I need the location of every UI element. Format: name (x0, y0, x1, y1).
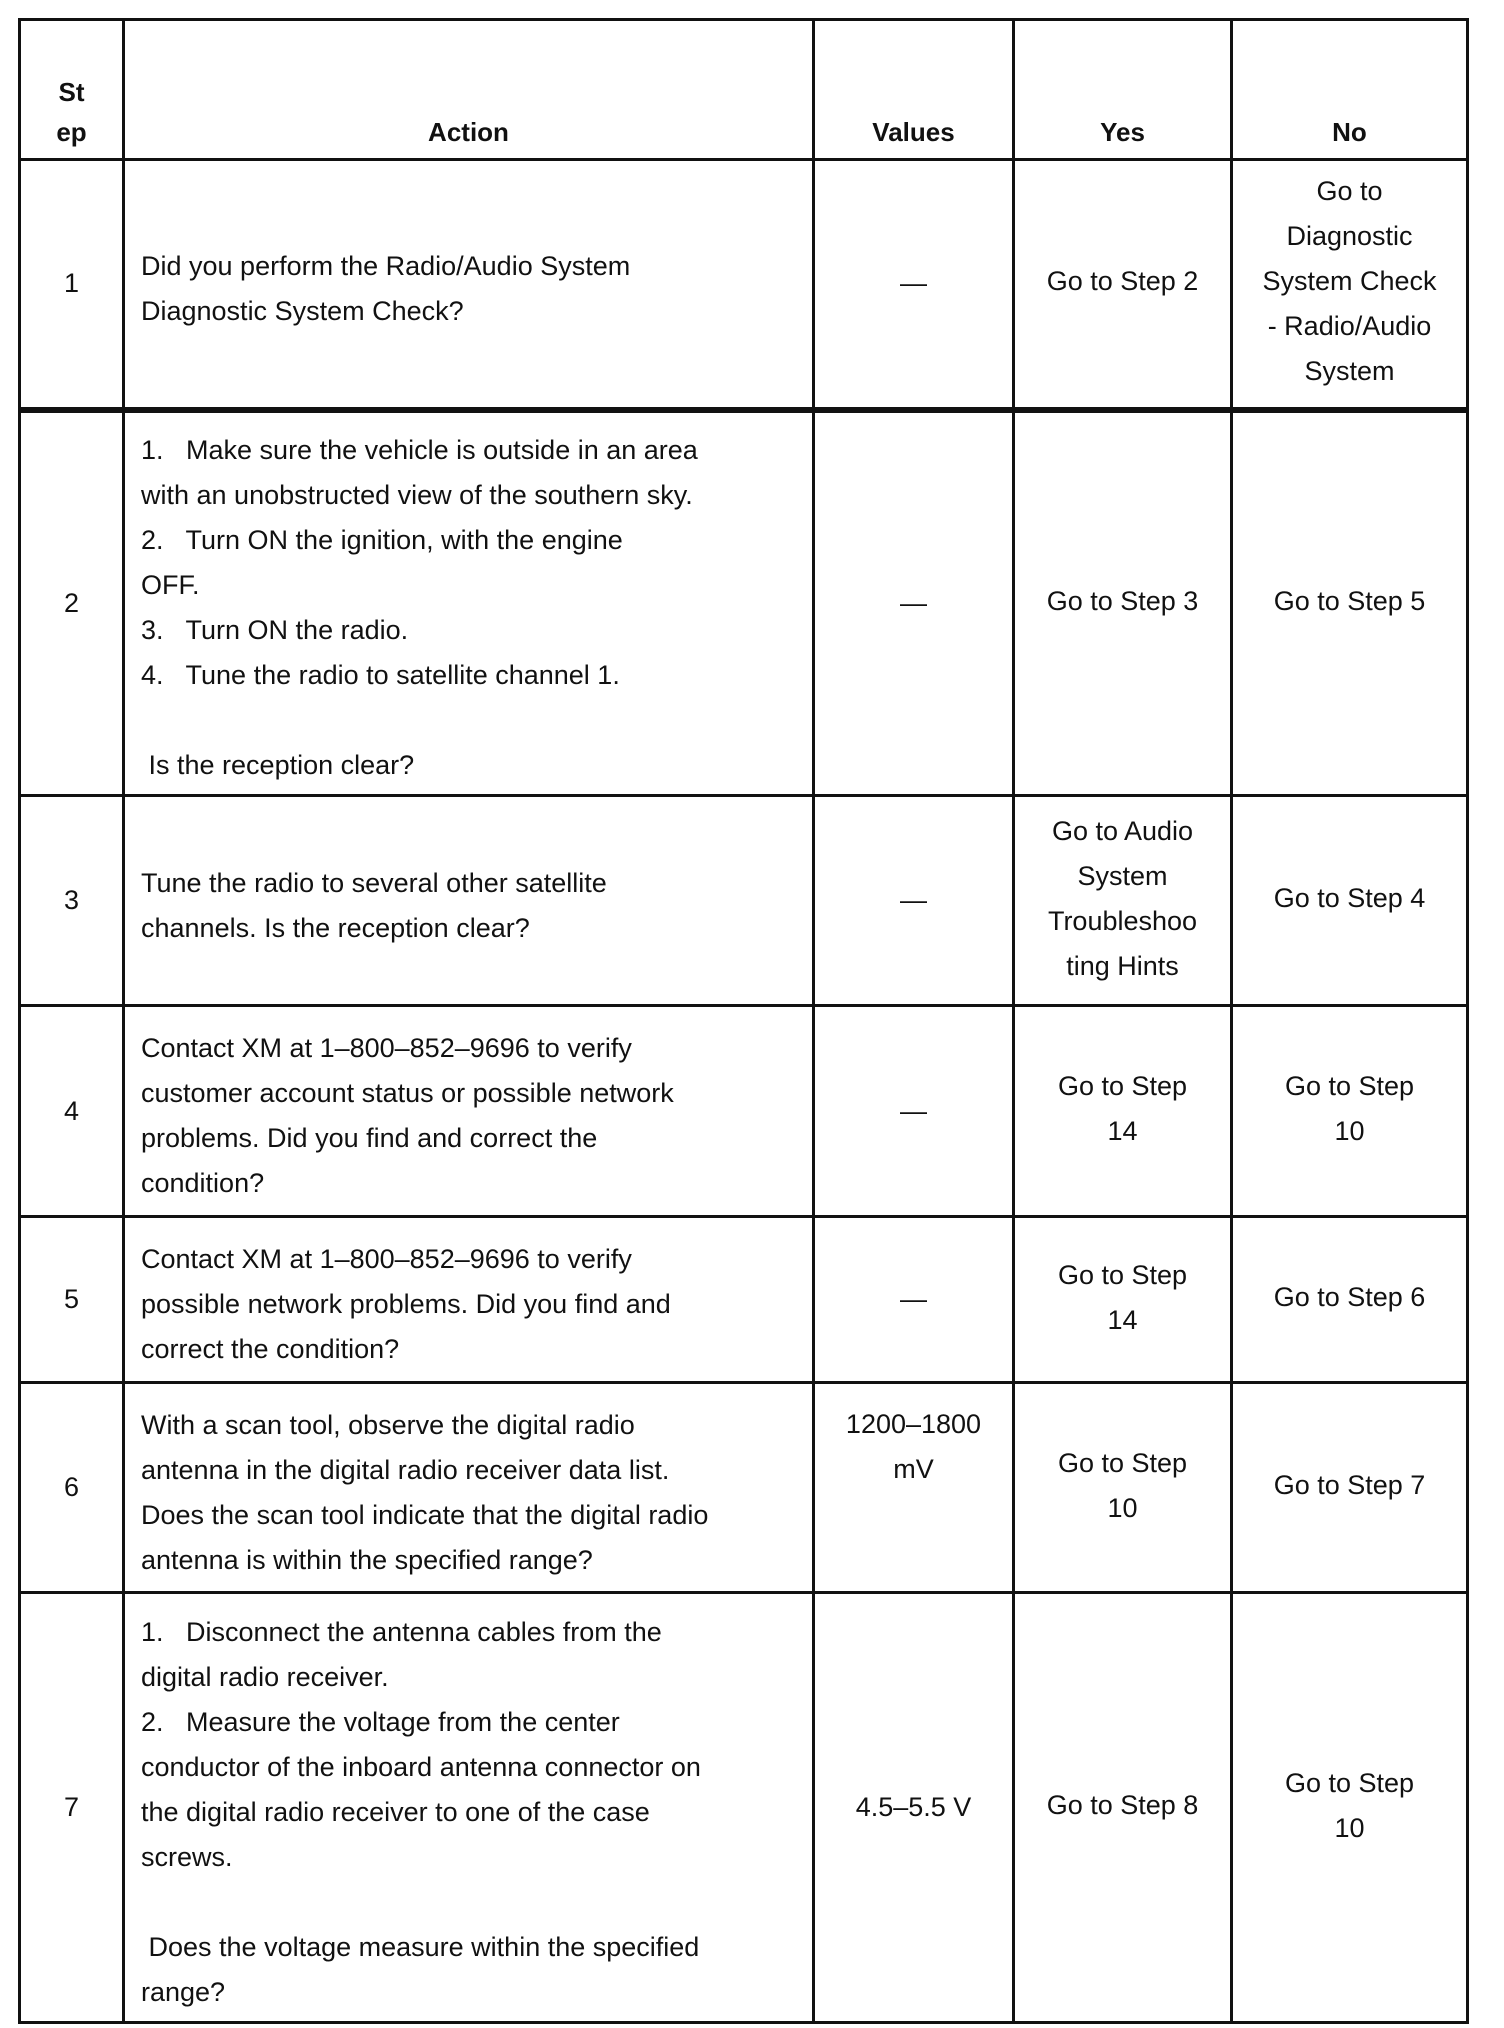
header-row (20, 20, 1468, 160)
table-row (20, 1217, 1468, 1383)
step-number: 6 (20, 1383, 124, 1593)
header-values: Values (814, 20, 1014, 160)
yes-cell: Go to Step 14 (1014, 1006, 1232, 1217)
step-number: 7 (20, 1593, 124, 2023)
action-cell: 1. Make sure the vehicle is outside in an area with an unobstructed view of the southern sky. 2. Turn ON the ignition, with the engine OFF. 3. Turn ON the radio. 4. Tune the radio to satellite channel 1. Is the reception clear? (124, 410, 814, 796)
values-cell: — (814, 796, 1014, 1006)
table-row (20, 796, 1468, 1006)
step-number: 2 (20, 410, 124, 796)
values-cell: — (814, 160, 1014, 410)
step-number: 5 (20, 1217, 124, 1383)
table-row (20, 1006, 1468, 1217)
yes-cell: Go to Step 3 (1014, 410, 1232, 796)
header-step: St ep (20, 20, 124, 160)
no-cell: Go to Step 10 (1232, 1006, 1468, 1217)
yes-cell: Go to Step 2 (1014, 160, 1232, 410)
step-number: 3 (20, 796, 124, 1006)
yes-cell: Go to Step 14 (1014, 1217, 1232, 1383)
no-cell: Go to Diagnostic System Check - Radio/Audio System (1232, 160, 1468, 410)
yes-cell: Go to Audio System Troubleshoo ting Hints (1014, 796, 1232, 1006)
step-number: 1 (20, 160, 124, 410)
no-cell: Go to Step 4 (1232, 796, 1468, 1006)
table-row (20, 1593, 1468, 2023)
diagnostic-table (18, 18, 1469, 2024)
values-cell: — (814, 1006, 1014, 1217)
action-cell: Contact XM at 1–800–852–9696 to verify possible network problems. Did you find and correct the condition? (124, 1217, 814, 1383)
header-no: No (1232, 20, 1468, 160)
action-cell: 1. Disconnect the antenna cables from the digital radio receiver. 2. Measure the voltage from the center conductor of the inboard antenna connector on the digital radio receiver to one of the case screws. Does the voltage measure within the specified range? (124, 1593, 814, 2023)
table-row (20, 160, 1468, 410)
header-yes: Yes (1014, 20, 1232, 160)
values-cell: 1200–1800 mV (814, 1383, 1014, 1593)
no-cell: Go to Step 7 (1232, 1383, 1468, 1593)
yes-cell: Go to Step 10 (1014, 1383, 1232, 1593)
yes-cell: Go to Step 8 (1014, 1593, 1232, 2023)
step-number: 4 (20, 1006, 124, 1217)
action-cell: Did you perform the Radio/Audio System Diagnostic System Check? (124, 160, 814, 410)
table-row (20, 1383, 1468, 1593)
action-cell: Contact XM at 1–800–852–9696 to verify customer account status or possible network problems. Did you find and correct the condition? (124, 1006, 814, 1217)
no-cell: Go to Step 10 (1232, 1593, 1468, 2023)
action-cell: With a scan tool, observe the digital radio antenna in the digital radio receiver data list. Does the scan tool indicate that the digital radio antenna is within the specified range? (124, 1383, 814, 1593)
values-cell: 4.5–5.5 V (814, 1593, 1014, 2023)
table-row (20, 410, 1468, 796)
no-cell: Go to Step 5 (1232, 410, 1468, 796)
action-cell: Tune the radio to several other satellite channels. Is the reception clear? (124, 796, 814, 1006)
header-action: Action (124, 20, 814, 160)
values-cell: — (814, 1217, 1014, 1383)
values-cell: — (814, 410, 1014, 796)
no-cell: Go to Step 6 (1232, 1217, 1468, 1383)
